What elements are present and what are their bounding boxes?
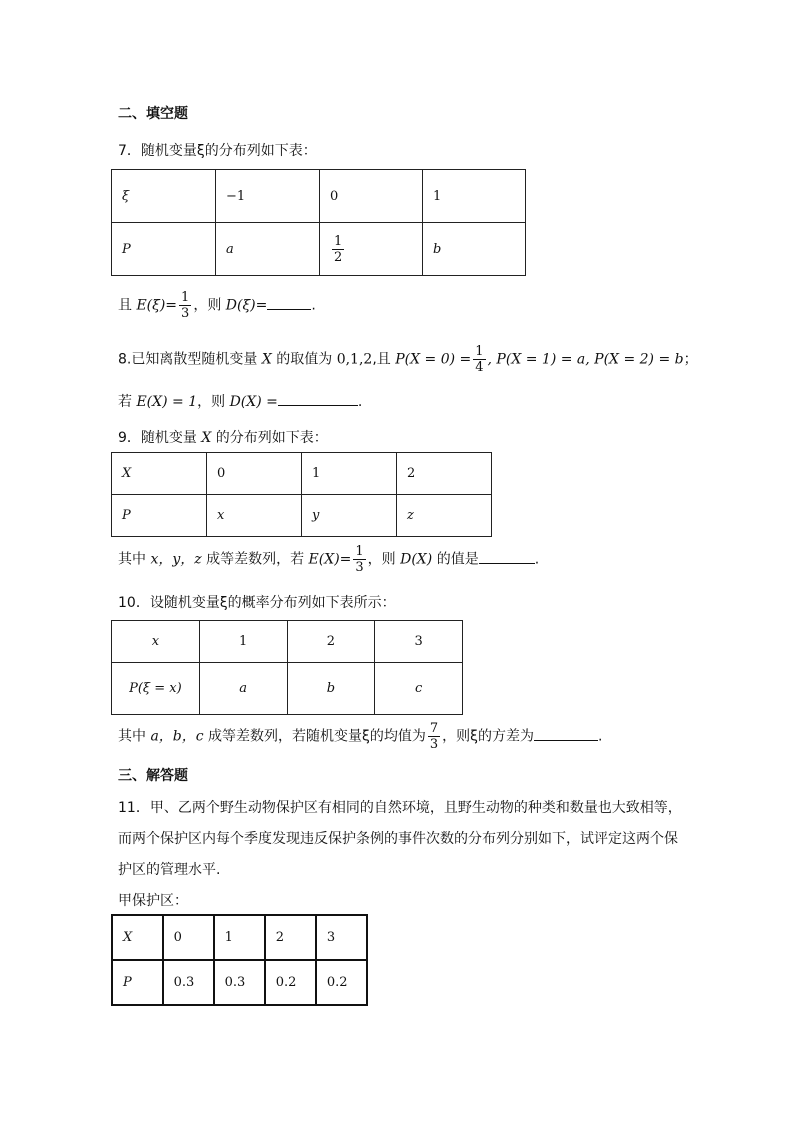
q8-expectation: E(X) = 1 [136,394,198,410]
q8-line1 [118,344,698,375]
q8-p2: , P(X = 2) = b [585,351,684,368]
q10-cell: a [199,663,287,715]
q7-cell: P [112,223,216,276]
q11-cell: 0.3 [163,960,214,1005]
q9-answer-blank[interactable] [479,549,535,564]
q8-semicolon: ； [683,351,698,368]
q10-cell: c [375,663,463,715]
q8-line2-prefix: 若 [118,394,137,410]
frac-num: 1 [355,544,364,559]
q11-cell: X [112,915,163,960]
q7-cell: −1 [215,170,319,223]
q9-end: . [534,551,540,568]
q9-variance: D(X) [400,551,433,568]
q10-cell: x [112,621,200,663]
q7-distribution-table [111,169,526,276]
q7-cell: 1 [423,170,526,223]
q11-line3: 护区的管理水平. [118,862,221,878]
q9-tail: 的值是 [432,551,479,568]
q9-intro-suffix: 的分布列如下表： [211,430,328,446]
q7-cell-half [320,223,423,276]
q7-variance: D(ξ)= [225,297,268,314]
section-title-fill-blank: 二、填空题 [118,106,188,122]
q10-cell: 2 [287,621,375,663]
q10-cond-mid: 成等差数列，若随机变量ξ的均值为 [203,728,426,745]
q9-then: ，则 [367,551,401,568]
q8-line2-mid: ，则 [197,394,230,410]
q11-cell: 0.3 [214,960,265,1005]
q7-condition [118,290,316,321]
frac-num: 7 [429,721,439,736]
q9-cell: x [207,495,302,537]
q7-cond-prefix: 且 [118,297,137,314]
frac-num: 1 [181,290,190,305]
q11-line2: 而两个保护区内每个季度发现违反保护条例的事件次数的分布列分别如下，试评定这两个保 [118,831,678,847]
q9-cond-vars: x，y，z [150,551,202,568]
q7-end: . [311,297,316,314]
q9-cond-mid: 成等差数列，若 [201,551,309,568]
q11-cell: 1 [214,915,265,960]
q7-cell: b [423,223,526,276]
q9-cell: 0 [207,453,302,495]
q11-line1: 11．甲、乙两个野生动物保护区有相同的自然环境，且野生动物的种类和数量也大致相等， [118,800,682,816]
q10-cond-prefix: 其中 [118,728,151,745]
q11-distribution-table [111,914,368,1006]
q9-cell: 2 [397,453,492,495]
q8-line2 [118,391,362,411]
q8-p0: P(X = 0) = [395,351,472,368]
q8-answer-blank[interactable] [278,391,358,406]
q8-p1: , P(X = 1) = a [487,351,586,368]
q9-expectation: E(X)= [308,551,352,568]
q11-cell: 0 [163,915,214,960]
q9-cell: X [112,453,207,495]
q9-intro [118,427,328,447]
q8-and: ,且 [372,351,396,368]
q9-cell: P [112,495,207,537]
q10-tail: ，则ξ的方差为 [442,728,534,745]
q10-condition [118,721,602,752]
q10-cell: b [287,663,375,715]
q9-cell: y [302,495,397,537]
q11-cell: 3 [316,915,367,960]
q8-mid: 的取值为 [271,351,337,368]
q8-variance: D(X) = [229,394,278,410]
q11-cell: 0.2 [316,960,367,1005]
q10-cell: 3 [375,621,463,663]
q7-expectation: E(ξ)= [136,297,178,314]
q9-condition [118,544,539,575]
q9-cond-prefix: 其中 [118,551,151,568]
q11-cell: P [112,960,163,1005]
q8-end: . [357,394,363,410]
q11-cell: 2 [265,915,316,960]
frac-den: 3 [355,560,364,575]
q10-cell: 1 [199,621,287,663]
q7-cell: 0 [320,170,423,223]
q7-cell: a [215,223,319,276]
q10-cond-vars: a，b，c [150,728,204,745]
q7-answer-blank[interactable] [267,295,311,310]
section-title-solve: 三、解答题 [118,768,188,784]
q8-values: 0,1,2 [336,351,373,368]
frac-den: 3 [429,737,439,752]
q8-prefix: 8.已知离散型随机变量 [118,351,262,368]
frac-num: 1 [334,233,343,249]
q11-subtitle: 甲保护区： [118,893,188,909]
q9-cell: z [397,495,492,537]
q7-intro: 7．随机变量ξ的分布列如下表： [118,143,317,159]
q11-cell: 0.2 [265,960,316,1005]
q10-cell: P(ξ = x) [112,663,200,715]
frac-den: 4 [475,360,484,375]
frac-den: 2 [334,249,343,265]
q10-intro: 10．设随机变量ξ的概率分布列如下表所示： [118,595,396,611]
frac-num: 1 [475,344,484,359]
q7-cond-mid: ，则 [193,297,226,314]
q10-end: . [597,728,603,745]
q8-var: X [261,351,272,368]
q7-cell: ξ [112,170,216,223]
q10-distribution-table [111,620,463,715]
frac-den: 3 [181,306,190,321]
q9-distribution-table [111,452,492,537]
q10-answer-blank[interactable] [534,726,598,741]
q9-cell: 1 [302,453,397,495]
q9-var: X [201,430,212,446]
q9-intro-prefix: 9．随机变量 [118,430,202,446]
